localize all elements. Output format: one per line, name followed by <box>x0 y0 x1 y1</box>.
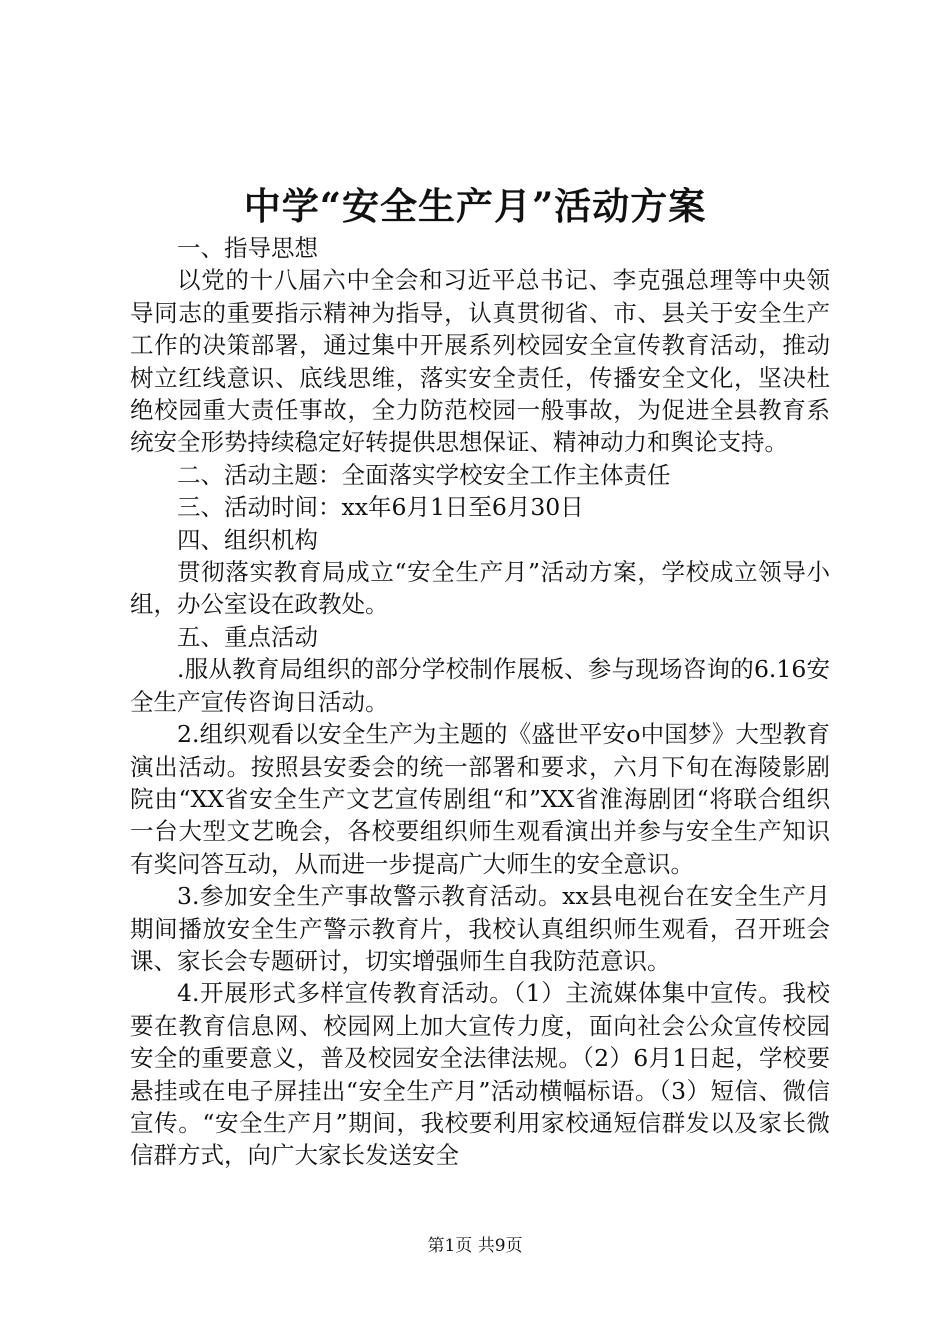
paragraph-activity-4: 4.开展形式多样宣传教育活动。（1）主流媒体集中宣传。我校要在教育信息网、校园网上加大宣传力度，面向社会公众宣传校园安全的重要意义，普及校园安全法律法规。（2）6月1日起，学校要悬挂或在电子屏挂出“安全生产月”活动横幅标语。（3）短信、微信宣传。“安全生产月”期间，我校要利用家校通短信群发以及家长微信群方式，向广大家长发送安全 <box>130 979 830 1170</box>
paragraph-activity-2: 2.组织观看以安全生产为主题的《盛世平安ο中国梦》大型教育演出活动。按照县安委会的统一部署和要求，六月下旬在海陵影剧院由“XX省安全生产文艺宣传剧组“和”XX省淮海剧团“将联合组织一台大型文艺晚会，各校要组织师生观看演出并参与安全生产知识有奖问答互动，从而进一步提高广大师生的安全意识。 <box>130 720 830 878</box>
heading-organization: 四、组织机构 <box>177 525 318 554</box>
paragraph-activity-1: .服从教育局组织的部分学校制作展板、参与现场咨询的6.16安全生产宣传咨询日活动。 <box>130 655 830 716</box>
document-title: 中学“安全生产月”活动方案 <box>243 184 707 228</box>
page-footer: 第1页 共9页 <box>427 1236 523 1256</box>
paragraph-guiding-ideology: 以党的十八届六中全会和习近平总书记、李克强总理等中央领导同志的重要指示精神为指导，认真贯彻省、市、县关于安全生产工作的决策部署，通过集中开展系列校园安全宣传教育活动，推动树立红线意识、底线思维，落实安全责任，传播安全文化，坚决杜绝校园重大责任事故，全力防范校园一般事故，为促进全县教育系统安全形势持续稳定好转提供思想保证、精神动力和舆论支持。 <box>130 266 830 457</box>
document-body <box>130 232 830 1172</box>
paragraph-organization: 贯彻落实教育局成立“安全生产月”活动方案，学校成立领导小组，办公室设在政教处。 <box>130 558 830 619</box>
heading-key-activities: 五、重点活动 <box>177 622 318 651</box>
heading-activity-time: 三、活动时间：xx年6月1日至6月30日 <box>177 493 584 522</box>
heading-guiding-ideology: 一、指导思想 <box>177 234 318 262</box>
heading-activity-theme: 二、活动主题：全面落实学校安全工作主体责任 <box>177 460 671 489</box>
paragraph-activity-3: 3.参加安全生产事故警示教育活动。xx县电视台在安全生产月期间播放安全生产警示教育片，我校认真组织师生观看，召开班会课、家长会专题研讨，切实增强师生自我防范意识。 <box>130 882 830 975</box>
